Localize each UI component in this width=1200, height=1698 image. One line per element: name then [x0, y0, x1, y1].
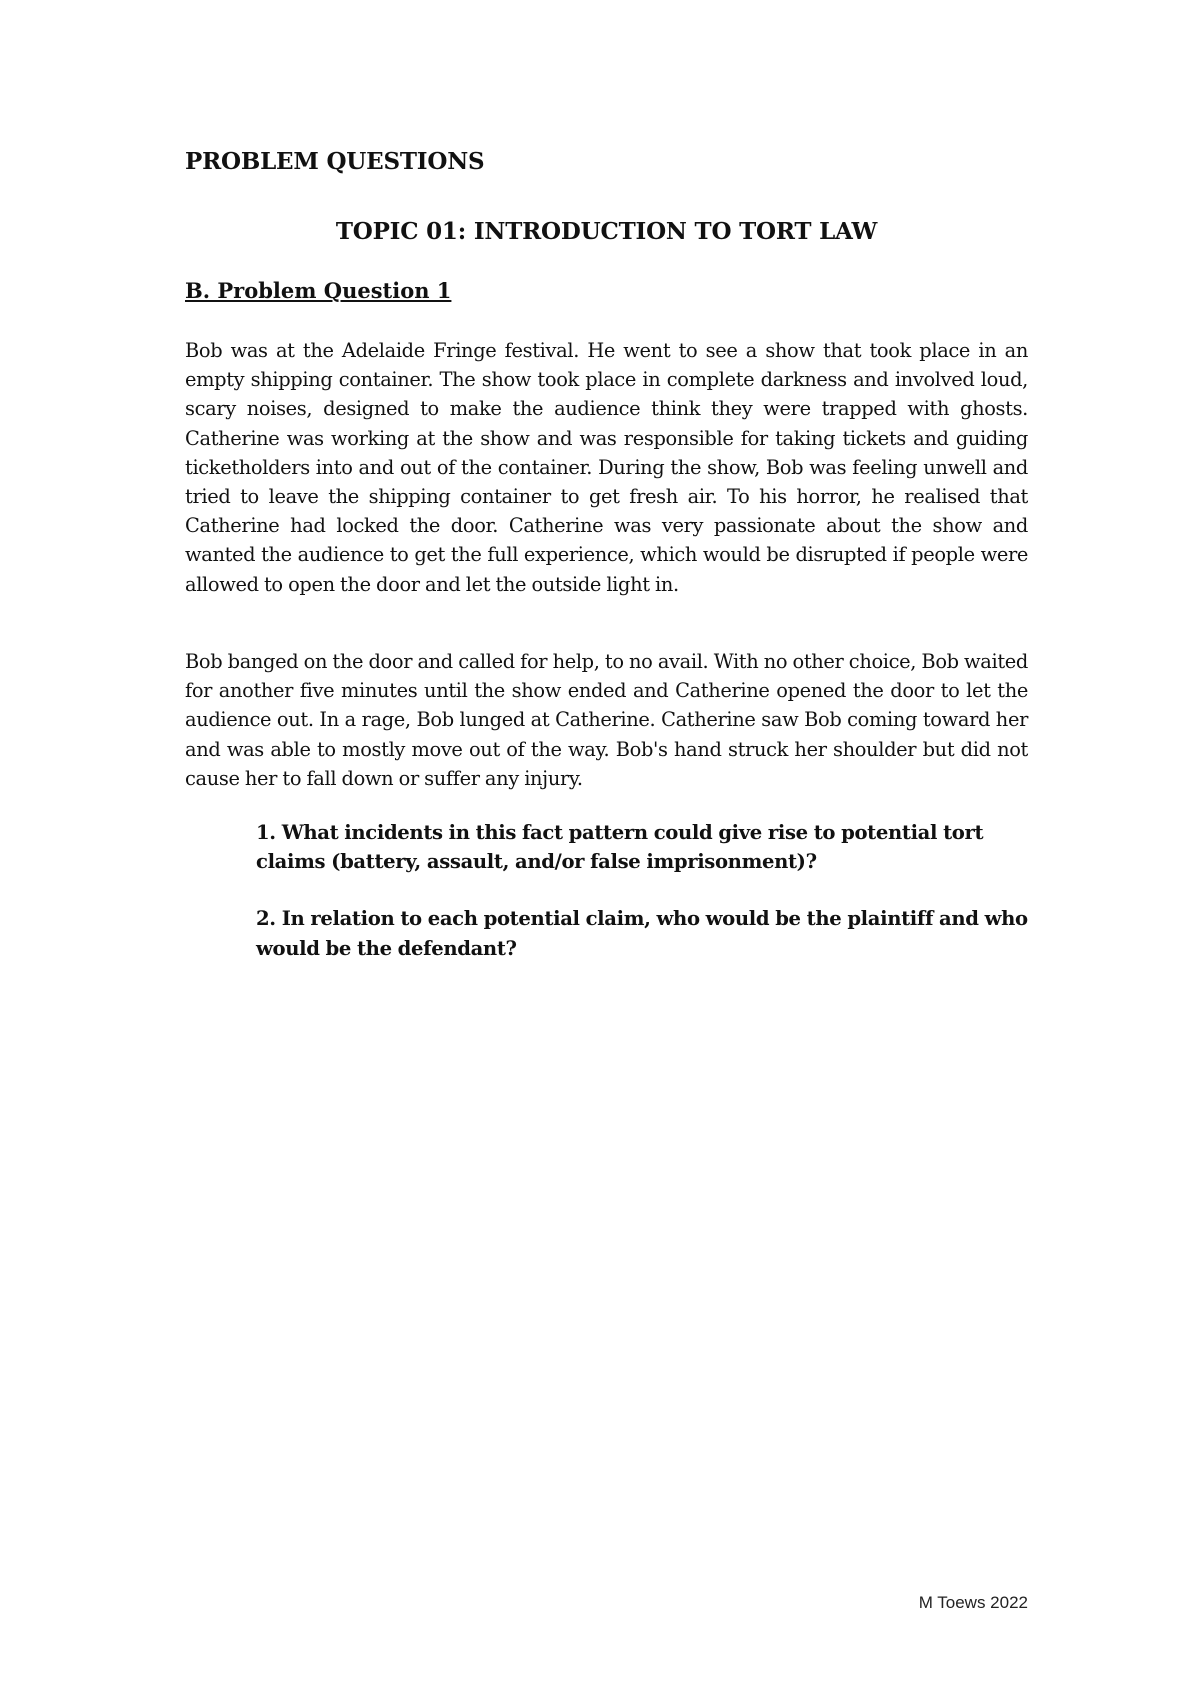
- question-2: 2. In relation to each potential claim, who would be the plaintiff and who would be the defendant?: [256, 907, 1028, 960]
- question-list: [256, 818, 1028, 991]
- section-heading: B. Problem Question 1: [185, 278, 452, 303]
- topic-heading: TOPIC 01: INTRODUCTION TO TORT LAW: [335, 218, 878, 245]
- document-title: PROBLEM QUESTIONS: [185, 148, 485, 175]
- fact-paragraph-2: Bob banged on the door and called for help, to no avail. With no other choice, Bob waited for another five minutes until the show ended and Catherine opened the door to let the audience out. In a rage, Bob lunged at Catherine. Catherine saw Bob coming toward her and was able to mostly move out of the way. Bob's hand struck her shoulder but did not cause her to fall down or suffer any injury.: [185, 650, 1028, 790]
- question-1: 1. What incidents in this fact pattern could give rise to potential tort claims (battery, assault, and/or false imprisonment)?: [256, 821, 984, 874]
- page-footer: M Toews 2022: [918, 1593, 1028, 1612]
- fact-paragraph-1: Bob was at the Adelaide Fringe festival. He went to see a show that took place in an empty shipping container. The show took place in complete darkness and involved loud, scary noises, designed to make the audience think they were trapped with ghosts. Catherine was working at the show and was responsible for taking tickets and guiding ticketholders into and out of the container. During the show, Bob was feeling unwell and tried to leave the shipping container to get fresh air. To his horror, he realised that Catherine had locked the door. Catherine was very passionate about the show and wanted the audience to get the full experience, which would be disrupted if people were allowed to open the door and let the outside light in.: [185, 339, 1028, 596]
